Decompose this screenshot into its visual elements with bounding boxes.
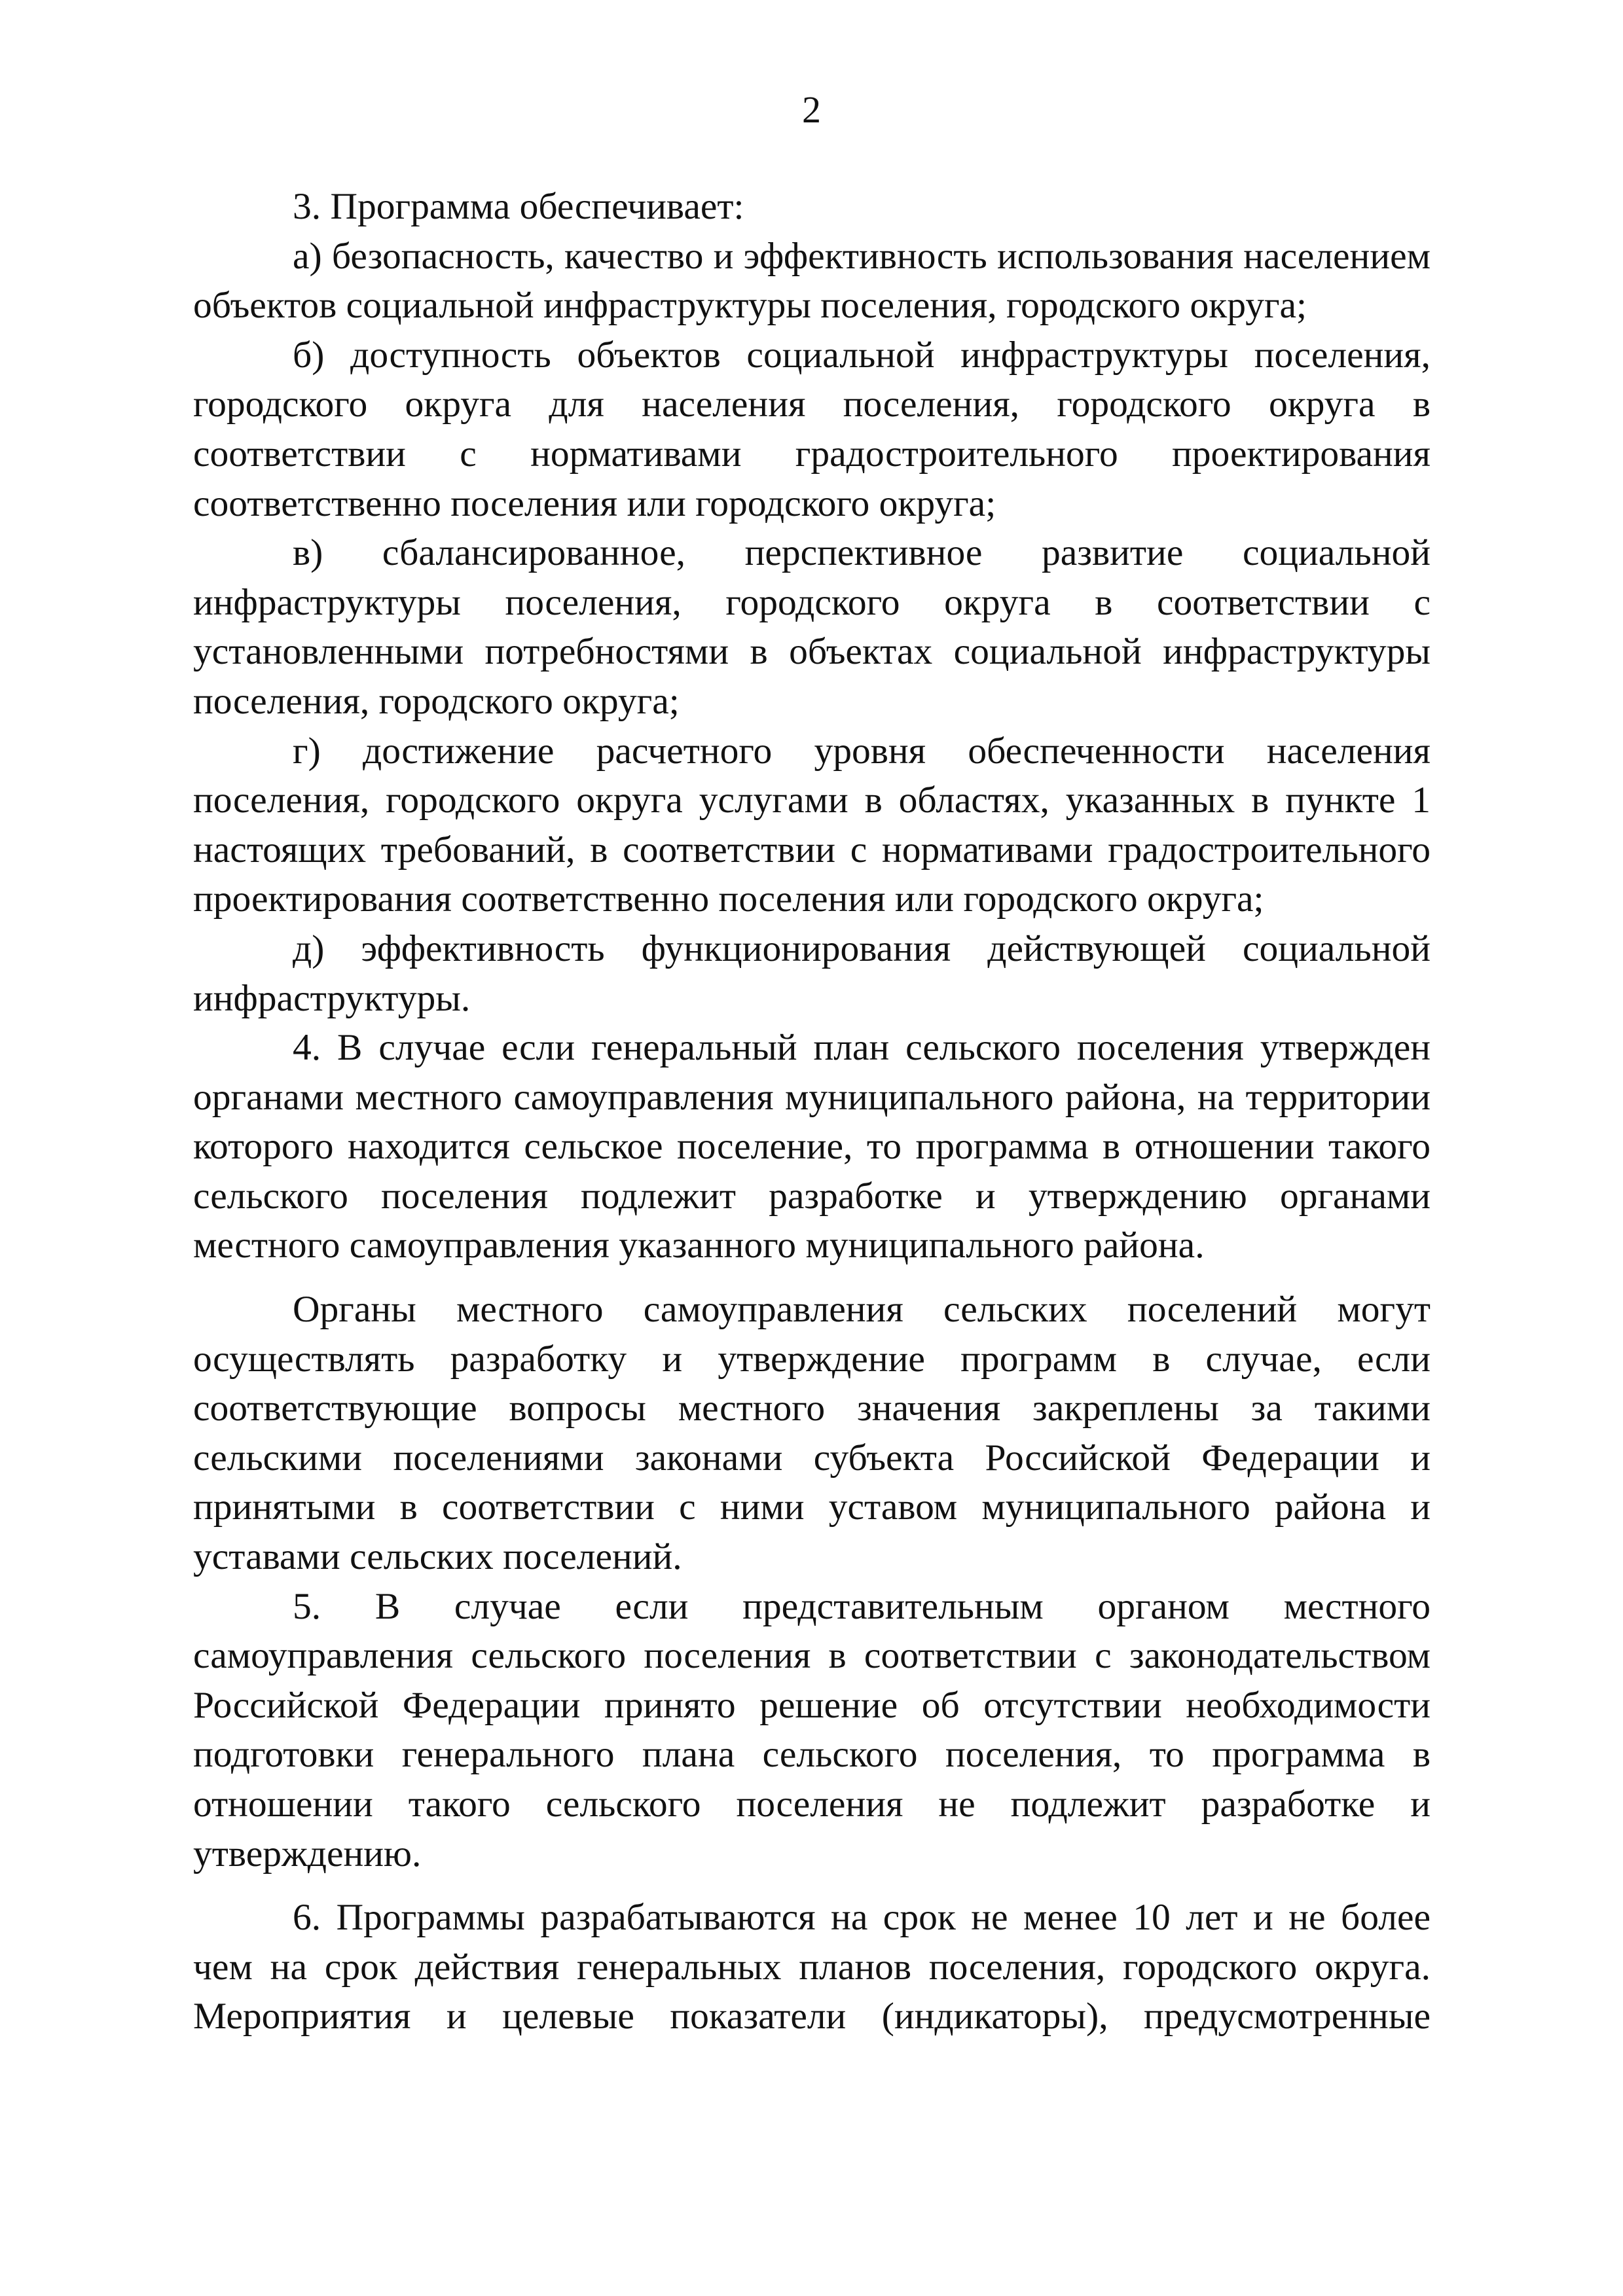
paragraph-4-continuation: Органы местного самоуправления сельских поселений могут осуществлять разработку и утверждение программ в случае, если соответствующие вопросы местного значения закреплены за такими сельскими поселениями законами субъекта Российской Федерации и принятыми в соответствии с ними уставом муниципального района и уставами сельских поселений. <box>193 1289 1431 1578</box>
paragraph-3d: д) эффективность функционирования действующей социальной инфраструктуры. <box>193 927 1431 1019</box>
page-number: 2 <box>802 88 821 131</box>
document-body <box>193 182 1431 2041</box>
paragraph-3b: б) доступность объектов социальной инфраструктуры поселения, городского округа для населения поселения, городского округа в соответствии с нормативами градостроительного проектирования соответственно поселения или городского округа; <box>193 334 1431 524</box>
paragraph-4: 4. В случае если генеральный план сельского поселения утвержден органами местного самоуправления муниципального района, на территории которого находится сельское поселение, то программа в отношении такого сельского поселения подлежит разработке и утверждению органами местного самоуправления указанного муниципального района. <box>193 1027 1431 1266</box>
paragraph-3v: в) сбалансированное, перспективное развитие социальной инфраструктуры поселения, городского округа в соответствии с установленными потребностями в объектах социальной инфраструктуры поселения, городского округа; <box>193 532 1431 722</box>
paragraph-6: 6. Программы разрабатываются на срок не менее 10 лет и не более чем на срок действия генеральных планов поселения, городского округа. Мероприятия и целевые показатели (индикаторы), предусмотренные <box>193 1897 1431 2037</box>
paragraph-3-intro: 3. Программа обеспечивает: <box>293 186 744 227</box>
paragraph-5: 5. В случае если представительным органом местного самоуправления сельского поселения в соответствии с законодательством Российской Федерации принято решение об отсутствии необходимости подготовки генерального плана сельского поселения, то программа в отношении такого сельского поселения не подлежит разработке и утверждению. <box>193 1585 1431 1874</box>
paragraph-3a: а) безопасность, качество и эффективность использования населением объектов социальной инфраструктуры поселения, городского округа; <box>193 235 1431 327</box>
paragraph-3g: г) достижение расчетного уровня обеспеченности населения поселения, городского округа услугами в областях, указанных в пункте 1 настоящих требований, в соответствии с нормативами градостроительного проектирования соответственно поселения или городского округа; <box>193 730 1431 920</box>
